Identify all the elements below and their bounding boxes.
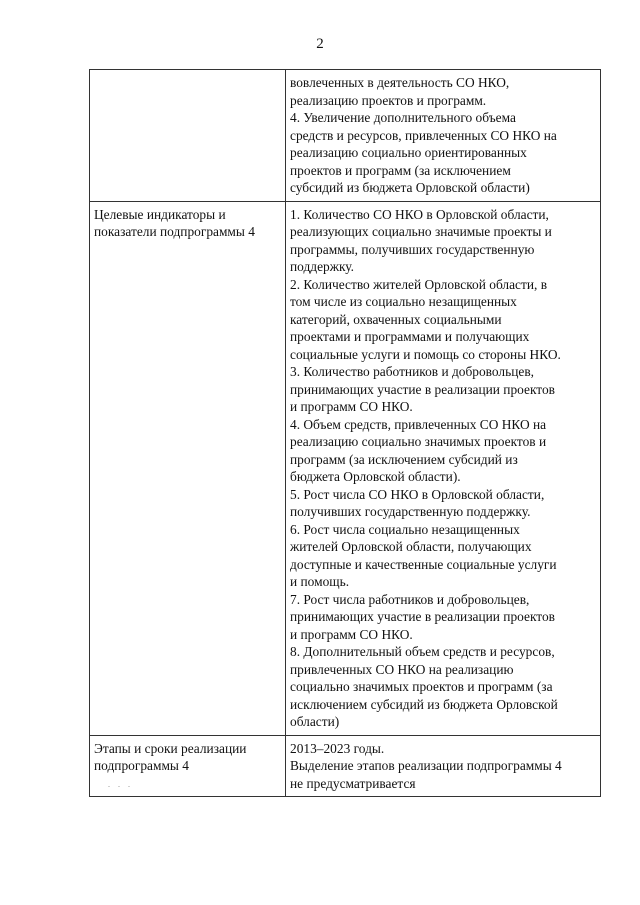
row-content-line: программ (за исключением субсидий из: [290, 451, 518, 467]
row-content-line: 2. Количество жителей Орловской области, в: [290, 276, 548, 292]
row-content-line: поддержку.: [290, 259, 355, 274]
row-label-cell: [90, 70, 286, 202]
row-content-line: проектами и программами и получающих: [290, 329, 530, 344]
table-row: [90, 735, 601, 797]
page-number: 2: [316, 36, 324, 52]
row-content-line: реализацию социально ориентированных: [290, 145, 527, 160]
row-content-line: проектов и программ (за исключением: [290, 162, 511, 178]
row-content-line: и программ СО НКО.: [290, 399, 413, 414]
table-row: [90, 70, 601, 202]
row-label-line: показатели подпрограммы 4: [94, 224, 255, 239]
row-content-line: 1. Количество СО НКО в Орловской области,: [290, 206, 549, 222]
row-content-line: 3. Количество работников и добровольцев,: [290, 364, 534, 379]
row-content-line: бюджета Орловской области).: [290, 469, 461, 484]
row-label-line: подпрограммы 4: [94, 758, 189, 773]
row-label-line: Целевые индикаторы и: [94, 206, 226, 222]
row-content-line: 7. Рост числа работников и добровольцев,: [290, 591, 530, 607]
row-content-line: 4. Увеличение дополнительного объема: [290, 110, 516, 125]
row-content-line: области): [290, 714, 340, 729]
row-content-line: привлеченных СО НКО на реализацию: [290, 661, 514, 677]
row-content-line: Выделение этапов реализации подпрограммы 4: [290, 758, 562, 773]
row-content-cell: [286, 70, 601, 202]
row-label-line: Этапы и сроки реализации: [94, 740, 247, 756]
row-label-cell: [90, 201, 286, 735]
row-content-line: 5. Рост числа СО НКО в Орловской области,: [290, 486, 545, 502]
row-content-line: социальные услуги и помощь со стороны НКО.: [290, 346, 561, 362]
row-content-line: и программ СО НКО.: [290, 626, 413, 642]
row-content-line: и помощь.: [290, 574, 350, 589]
row-content-line: реализацию социально значимых проектов и: [290, 434, 547, 449]
row-content-line: категорий, охваченных социальными: [290, 311, 502, 327]
row-content-line: 2013–2023 годы.: [290, 740, 385, 756]
row-content-line: реализующих социально значимые проекты и: [290, 224, 552, 239]
row-content-line: исключением субсидий из бюджета Орловской: [290, 696, 558, 712]
row-content-line: принимающих участие в реализации проектов: [290, 609, 555, 624]
row-content-line: социально значимых проектов и программ (за: [290, 679, 553, 694]
row-content-line: том числе из социально незащищенных: [290, 294, 517, 309]
row-content-line: вовлеченных в деятельность СО НКО,: [290, 75, 510, 90]
table-row: [90, 201, 601, 735]
row-content-line: принимающих участие в реализации проектов: [290, 381, 555, 397]
subprogram-passport-table: [89, 69, 601, 797]
row-content-line: доступные и качественные социальные услуги: [290, 556, 557, 572]
scan-marks: . . .: [108, 780, 133, 789]
row-content-line: не предусматривается: [290, 775, 416, 791]
row-content-cell: [286, 735, 601, 797]
row-content-line: программы, получивших государственную: [290, 241, 535, 257]
row-content-line: 4. Объем средств, привлеченных СО НКО на: [290, 416, 547, 432]
row-content-line: средств и ресурсов, привлеченных СО НКО на: [290, 127, 557, 143]
row-content-line: 8. Дополнительный объем средств и ресурсов,: [290, 644, 555, 659]
row-content-cell: [286, 201, 601, 735]
row-content-line: получивших государственную поддержку.: [290, 504, 531, 519]
row-content-line: субсидий из бюджета Орловской области): [290, 180, 530, 195]
row-content-line: жителей Орловской области, получающих: [290, 539, 532, 554]
row-content-line: 6. Рост числа социально незащищенных: [290, 521, 520, 537]
row-content-line: реализацию проектов и программ.: [290, 92, 487, 108]
